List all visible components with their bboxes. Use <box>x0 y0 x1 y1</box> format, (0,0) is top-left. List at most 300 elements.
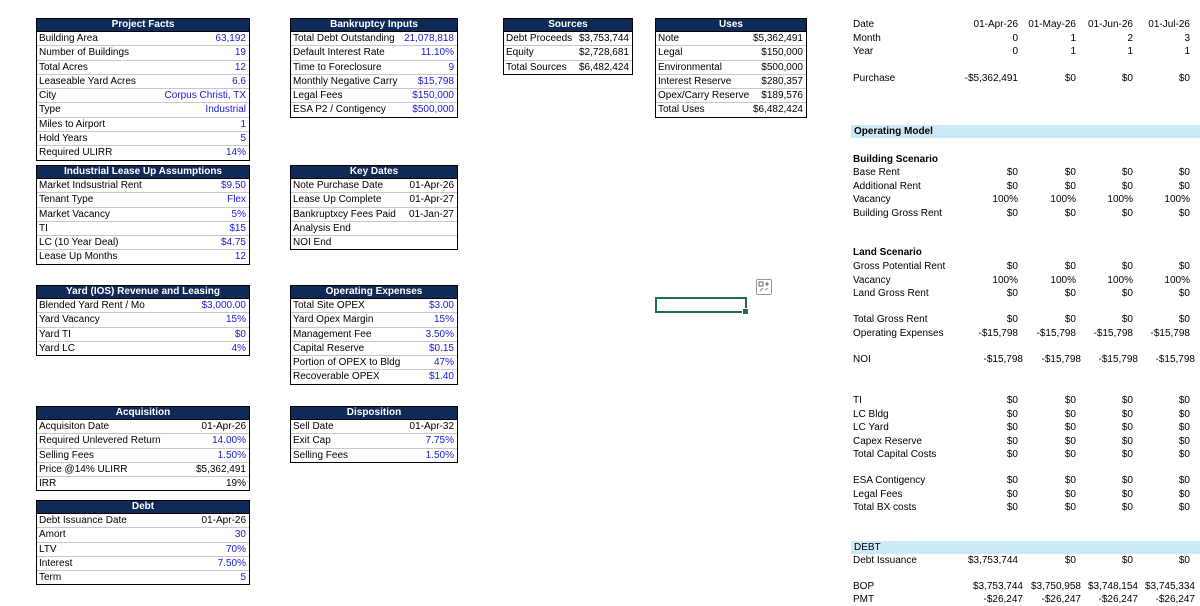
model-value-cell[interactable]: $0 <box>1178 502 1190 513</box>
model-value-cell[interactable]: $0 <box>1178 261 1190 272</box>
model-value-cell[interactable]: 01-Jun-26 <box>1087 19 1133 30</box>
model-row-label[interactable]: Gross Potential Rent <box>853 261 946 272</box>
row-value: $0 <box>234 328 246 340</box>
table-row[interactable] <box>37 61 249 75</box>
model-value-cell[interactable]: $0 <box>1064 408 1076 420</box>
model-value-cell[interactable]: $0 <box>1064 395 1076 406</box>
model-row-label[interactable]: LC Yard <box>853 422 889 433</box>
row-value: $500,000 <box>761 61 803 73</box>
model-value-cell[interactable]: $0 <box>1064 288 1076 299</box>
model-row-label[interactable]: Capex Reserve <box>853 435 922 447</box>
row-value: 11.10% <box>420 47 454 59</box>
model-value-cell[interactable]: $0 <box>1064 207 1076 219</box>
operating-model-header: Operating Model <box>851 125 1200 138</box>
row-value: 5 <box>240 572 246 584</box>
row-label: Amort <box>39 529 66 541</box>
model-value-cell[interactable]: -$15,798 <box>1155 354 1195 365</box>
selected-cell[interactable] <box>655 297 747 313</box>
model-value-cell[interactable]: $0 <box>1121 422 1133 433</box>
model-value-cell[interactable]: 100% <box>1164 274 1190 286</box>
table-row[interactable] <box>656 32 806 46</box>
model-value-cell[interactable]: $0 <box>1006 435 1018 447</box>
model-value-cell[interactable]: $0 <box>1064 167 1076 178</box>
model-value-cell[interactable]: -$15,798 <box>1036 327 1076 339</box>
row-value: 01-Apr-26 <box>201 421 246 432</box>
model-value-cell[interactable]: $0 <box>1121 555 1133 566</box>
table-row[interactable] <box>291 193 457 207</box>
table-row[interactable] <box>291 103 457 116</box>
industrial-lease-title: Industrial Lease Up Assumptions <box>37 166 249 179</box>
model-value-cell[interactable]: $0 <box>1006 488 1018 500</box>
model-value-cell[interactable]: $0 <box>1178 288 1190 299</box>
table-row[interactable] <box>291 61 457 75</box>
fill-handle[interactable] <box>742 308 749 315</box>
model-value-cell[interactable]: $0 <box>1178 395 1190 406</box>
table-row[interactable] <box>291 356 457 370</box>
table-row[interactable] <box>291 46 457 60</box>
model-row-label[interactable]: Additional Rent <box>853 180 921 192</box>
row-label: Monthly Negative Carry <box>293 75 398 87</box>
model-value-cell[interactable]: $0 <box>1121 261 1133 272</box>
model-value-cell[interactable]: $0 <box>1178 167 1190 178</box>
row-label: Bankruptxcy Fees Paid <box>293 208 396 220</box>
table-row[interactable] <box>656 61 806 75</box>
model-row-label[interactable]: Vacancy <box>853 194 891 205</box>
model-value-cell[interactable]: 1 <box>1184 46 1190 57</box>
row-value: 5 <box>240 133 246 145</box>
row-label: Acquisiton Date <box>39 421 110 432</box>
model-value-cell[interactable]: $0 <box>1121 449 1133 460</box>
row-label: Selling Fees <box>293 449 349 461</box>
purchase-label[interactable]: Purchase <box>853 73 896 84</box>
model-value-cell[interactable]: -$26,247 <box>1041 594 1081 605</box>
model-value-cell[interactable]: $0 <box>1121 180 1133 192</box>
model-value-cell[interactable]: -$15,798 <box>1093 327 1133 339</box>
yard-revenue-table <box>36 285 250 356</box>
uses-title: Uses <box>656 19 806 32</box>
row-label: Management Fee <box>293 328 372 340</box>
row-label: Capital Reserve <box>293 342 365 354</box>
operating-expenses-title: Operating Expenses <box>291 286 457 299</box>
model-value-cell[interactable]: $0 <box>1178 488 1190 500</box>
row-label: Term <box>39 572 62 584</box>
table-row[interactable] <box>291 342 457 356</box>
row-value: 1.50% <box>217 449 246 461</box>
row-value: 7.50% <box>217 557 246 569</box>
row-value: $3,000.00 <box>201 300 246 311</box>
model-value-cell[interactable]: $0 <box>1006 449 1018 460</box>
model-value-cell[interactable]: $0 <box>1064 449 1076 460</box>
model-row-label[interactable]: Vacancy <box>853 274 891 286</box>
model-value-cell[interactable]: 01-May-26 <box>1028 19 1076 30</box>
model-value-cell[interactable]: $0 <box>1178 408 1190 420</box>
model-row-label[interactable]: Legal Fees <box>853 488 903 500</box>
model-value-cell[interactable]: 100% <box>1050 194 1076 205</box>
row-label: Interest Reserve <box>658 75 732 87</box>
key-dates-title: Key Dates <box>291 166 457 179</box>
row-label: Exit Cap <box>293 435 331 447</box>
model-value-cell[interactable]: $3,748,154 <box>1087 581 1138 592</box>
model-value-cell[interactable]: $0 <box>1064 261 1076 272</box>
model-value-cell[interactable]: 01-Jul-26 <box>1148 19 1190 30</box>
model-value-cell[interactable]: 100% <box>1050 274 1076 286</box>
row-value: 15% <box>433 314 454 326</box>
table-row[interactable] <box>37 313 249 327</box>
model-value-cell[interactable]: $0 <box>1121 395 1133 406</box>
row-label: TI <box>39 222 48 234</box>
model-value-cell[interactable]: -$15,798 <box>1098 354 1138 365</box>
model-value-cell[interactable]: -$15,798 <box>983 354 1023 365</box>
model-value-cell[interactable]: $0 <box>1006 261 1018 272</box>
uses-table <box>655 18 807 118</box>
model-value-cell[interactable]: $3,745,334 <box>1144 581 1195 592</box>
bop-label[interactable]: BOP <box>853 581 875 592</box>
model-value-cell[interactable]: $0 <box>1064 488 1076 500</box>
row-label: Time to Foreclosure <box>293 61 382 73</box>
row-value: $4.75 <box>220 237 246 249</box>
table-row[interactable] <box>291 370 457 383</box>
row-value: $3.00 <box>428 300 454 311</box>
model-value-cell[interactable]: $0 <box>1006 314 1018 325</box>
row-label: Default Interest Rate <box>293 47 385 59</box>
model-value-cell[interactable]: $0 <box>1006 502 1018 513</box>
row-label: Required Unlevered Return <box>39 435 161 447</box>
model-value-cell[interactable]: $0 <box>1064 180 1076 192</box>
quick-analysis-icon[interactable] <box>756 279 772 295</box>
model-row-label[interactable]: Land Gross Rent <box>853 288 929 299</box>
table-row[interactable] <box>656 103 806 116</box>
table-row[interactable] <box>37 32 249 46</box>
row-label: Total Uses <box>658 104 705 116</box>
model-value-cell[interactable]: $0 <box>1121 288 1133 299</box>
row-label: Interest <box>39 557 73 569</box>
model-value-cell[interactable]: $0 <box>1006 408 1018 420</box>
model-value-cell[interactable]: 100% <box>1107 274 1133 286</box>
model-value-cell[interactable]: -$15,798 <box>1150 327 1190 339</box>
row-label: Blended Yard Rent / Mo <box>39 300 145 311</box>
model-header-label[interactable]: Year <box>853 46 874 57</box>
model-value-cell[interactable]: $0 <box>1121 475 1133 486</box>
table-row[interactable] <box>291 89 457 103</box>
row-value: 5% <box>231 208 246 220</box>
row-label: Lease Up Complete <box>293 194 382 206</box>
model-value-cell[interactable]: 1 <box>1070 46 1076 57</box>
table-row[interactable] <box>37 89 249 103</box>
model-value-cell[interactable]: 100% <box>1164 194 1190 205</box>
table-row[interactable] <box>37 250 249 263</box>
model-row-label[interactable]: Total Gross Rent <box>853 314 928 325</box>
model-value-cell[interactable]: -$26,247 <box>1098 594 1138 605</box>
model-value-cell[interactable]: $0 <box>1064 475 1076 486</box>
table-row[interactable] <box>656 75 806 89</box>
row-value: 30 <box>234 529 246 541</box>
row-label: Note <box>658 33 680 44</box>
row-value: 19 <box>234 47 246 59</box>
row-value: $3,753,744 <box>578 33 629 44</box>
sources-title: Sources <box>504 19 632 32</box>
table-row[interactable] <box>291 434 457 448</box>
row-label: Yard LC <box>39 342 75 354</box>
table-row[interactable] <box>291 32 457 46</box>
row-value: 12 <box>234 61 246 73</box>
model-value-cell[interactable]: 01-Apr-26 <box>973 19 1018 30</box>
model-value-cell[interactable]: $0 <box>1006 422 1018 433</box>
row-label: Analysis End <box>293 222 351 234</box>
row-label: Environmental <box>658 61 722 73</box>
table-row[interactable] <box>37 146 249 159</box>
row-value: $15 <box>229 222 246 234</box>
model-value-cell[interactable]: -$26,247 <box>983 594 1023 605</box>
table-row[interactable] <box>37 342 249 355</box>
row-value: $500,000 <box>412 104 454 116</box>
model-row-label[interactable]: Operating Expenses <box>853 327 944 339</box>
table-row[interactable] <box>37 46 249 60</box>
model-value-cell[interactable]: $0 <box>1064 314 1076 325</box>
table-row[interactable] <box>37 557 249 571</box>
model-value-cell[interactable]: $0 <box>1121 73 1133 84</box>
table-row[interactable] <box>37 222 249 236</box>
model-row-label[interactable]: TI <box>853 395 862 406</box>
row-value: 14% <box>225 147 246 159</box>
row-value: 3.50% <box>425 328 454 340</box>
table-row[interactable] <box>37 528 249 542</box>
row-value: $6,482,424 <box>578 61 629 73</box>
model-row-label[interactable]: ESA Contigency <box>853 475 926 486</box>
model-value-cell[interactable]: $0 <box>1121 408 1133 420</box>
debt-issuance-label[interactable]: Debt Issuance <box>853 555 917 566</box>
model-value-cell[interactable]: $0 <box>1178 180 1190 192</box>
model-value-cell[interactable]: 1 <box>1070 32 1076 44</box>
row-value: 15% <box>225 314 246 326</box>
row-value: Industrial <box>205 104 246 116</box>
model-row-label[interactable]: Base Rent <box>853 167 900 178</box>
row-value: $5,362,491 <box>752 33 803 44</box>
row-label: City <box>39 90 57 102</box>
row-value: 01-Apr-27 <box>409 194 454 206</box>
model-value-cell[interactable]: $0 <box>1064 502 1076 513</box>
table-row[interactable] <box>656 89 806 103</box>
project-facts-title: Project Facts <box>37 19 249 32</box>
row-label: Legal <box>658 47 683 59</box>
table-row[interactable] <box>37 132 249 146</box>
row-value: $189,576 <box>761 90 803 102</box>
row-value: 14.00% <box>212 435 246 447</box>
model-value-cell[interactable]: 100% <box>1107 194 1133 205</box>
row-value: $6,482,424 <box>752 104 803 116</box>
table-row[interactable] <box>37 208 249 222</box>
row-label: Yard Vacancy <box>39 314 100 326</box>
key-dates-table <box>290 165 458 250</box>
model-value-cell[interactable]: 3 <box>1184 32 1190 44</box>
row-label: Total Site OPEX <box>293 300 365 311</box>
model-row-label[interactable]: Building Gross Rent <box>853 207 942 219</box>
model-value-cell[interactable]: $0 <box>1121 488 1133 500</box>
model-value-cell[interactable]: 100% <box>992 194 1018 205</box>
table-row[interactable] <box>37 179 249 193</box>
table-row[interactable] <box>656 46 806 60</box>
row-label: Equity <box>506 47 534 59</box>
model-value-cell[interactable]: $0 <box>1178 449 1190 460</box>
row-value: 1.50% <box>425 449 454 461</box>
table-row[interactable] <box>291 236 457 249</box>
debt-section-header: DEBT <box>851 541 1200 554</box>
row-value: $150,000 <box>412 90 454 102</box>
model-value-cell[interactable]: $0 <box>1178 435 1190 447</box>
model-value-cell[interactable]: -$15,798 <box>1041 354 1081 365</box>
debt-title: Debt <box>37 501 249 514</box>
row-label: Opex/Carry Reserve <box>658 90 750 102</box>
table-row[interactable] <box>37 420 249 434</box>
row-label: Hold Years <box>39 133 88 145</box>
row-label: Total Debt Outstanding <box>293 33 395 44</box>
table-row[interactable] <box>37 449 249 463</box>
row-value: 47% <box>433 357 454 369</box>
row-label: Debt Issuance Date <box>39 515 127 526</box>
row-label: Leaseable Yard Acres <box>39 75 136 87</box>
model-value-cell[interactable]: 2 <box>1127 32 1133 44</box>
table-row[interactable] <box>291 420 457 434</box>
model-value-cell[interactable]: $0 <box>1121 167 1133 178</box>
model-value-cell[interactable]: $3,753,744 <box>967 555 1018 566</box>
table-row[interactable] <box>37 543 249 557</box>
table-row[interactable] <box>291 75 457 89</box>
table-row[interactable] <box>37 103 249 117</box>
model-value-cell[interactable]: $0 <box>1064 73 1076 84</box>
table-row[interactable] <box>37 118 249 132</box>
row-value: 63,192 <box>215 33 246 44</box>
row-value <box>454 222 457 235</box>
table-row[interactable] <box>291 328 457 342</box>
row-label: Market Indsustrial Rent <box>39 180 142 191</box>
row-label: LC (10 Year Deal) <box>39 237 119 249</box>
model-value-cell[interactable]: $0 <box>1178 475 1190 486</box>
model-value-cell[interactable]: 100% <box>992 274 1018 286</box>
model-value-cell[interactable]: $0 <box>1178 555 1190 566</box>
model-header-label[interactable]: Month <box>853 32 881 44</box>
model-value-cell[interactable]: $0 <box>1178 422 1190 433</box>
row-value: 01-Apr-32 <box>409 421 454 432</box>
model-value-cell[interactable]: $0 <box>1064 555 1076 566</box>
row-label: Number of Buildings <box>39 47 130 59</box>
table-row[interactable] <box>291 208 457 222</box>
model-value-cell[interactable]: $0 <box>1121 314 1133 325</box>
yard-revenue-title: Yard (IOS) Revenue and Leasing <box>37 286 249 299</box>
table-row[interactable] <box>37 463 249 477</box>
table-row[interactable] <box>37 299 249 313</box>
row-value: Flex <box>227 194 246 206</box>
land-scenario-title[interactable]: Land Scenario <box>853 247 922 258</box>
row-label: LTV <box>39 543 57 555</box>
building-scenario-title[interactable]: Building Scenario <box>853 154 939 165</box>
model-value-cell[interactable]: $0 <box>1178 207 1190 219</box>
table-row[interactable] <box>37 328 249 342</box>
row-value: 6.6 <box>232 75 246 87</box>
table-row[interactable] <box>291 299 457 313</box>
table-row[interactable] <box>37 236 249 250</box>
row-value <box>454 236 457 249</box>
table-row[interactable] <box>291 222 457 236</box>
table-row[interactable] <box>37 75 249 89</box>
table-row[interactable] <box>37 193 249 207</box>
table-row[interactable] <box>504 61 632 74</box>
model-value-cell[interactable]: $0 <box>1121 207 1133 219</box>
row-label: Yard Opex Margin <box>293 314 374 326</box>
bankruptcy-inputs-title: Bankruptcy Inputs <box>291 19 457 32</box>
row-value: 70% <box>225 543 246 555</box>
model-value-cell[interactable]: -$15,798 <box>978 327 1018 339</box>
table-row[interactable] <box>37 571 249 584</box>
model-row-label[interactable]: Total Capital Costs <box>853 449 937 460</box>
model-value-cell[interactable]: $0 <box>1006 180 1018 192</box>
row-value: Corpus Christi, TX <box>164 90 246 102</box>
model-row-label[interactable]: LC Bldg <box>853 408 889 420</box>
model-value-cell[interactable]: $3,750,958 <box>1030 581 1081 592</box>
model-value-cell[interactable]: $0 <box>1064 422 1076 433</box>
row-value: $150,000 <box>761 47 803 59</box>
row-value: 7.75% <box>425 435 454 447</box>
model-value-cell[interactable]: 1 <box>1127 46 1133 57</box>
table-row[interactable] <box>291 179 457 193</box>
row-value: 01-Apr-26 <box>201 515 246 526</box>
model-value-cell[interactable]: $0 <box>1006 167 1018 178</box>
model-value-cell[interactable]: $0 <box>1006 475 1018 486</box>
noi-label[interactable]: NOI <box>853 354 871 365</box>
row-value: $280,357 <box>761 75 803 87</box>
table-row[interactable] <box>37 434 249 448</box>
table-row[interactable] <box>291 313 457 327</box>
table-row[interactable] <box>504 46 632 60</box>
model-value-cell[interactable]: $0 <box>1178 73 1190 84</box>
table-row[interactable] <box>504 32 632 46</box>
model-value-cell[interactable]: 0 <box>1012 46 1018 57</box>
row-label: Debt Proceeds <box>506 33 573 44</box>
acquisition-title: Acquisition <box>37 407 249 420</box>
model-value-cell[interactable]: $0 <box>1006 395 1018 406</box>
row-label: Tenant Type <box>39 194 94 206</box>
model-row-label[interactable]: Total BX costs <box>853 502 917 513</box>
model-value-cell[interactable]: $0 <box>1121 502 1133 513</box>
model-value-cell[interactable]: -$5,362,491 <box>964 73 1018 84</box>
row-label: Yard TI <box>39 328 71 340</box>
model-value-cell[interactable]: 0 <box>1012 32 1018 44</box>
model-header-label[interactable]: Date <box>853 19 875 30</box>
acquisition-table <box>36 406 250 491</box>
operating-expenses-table <box>290 285 458 385</box>
pmt-label[interactable]: PMT <box>853 594 875 605</box>
model-value-cell[interactable]: $0 <box>1121 435 1133 447</box>
table-row[interactable] <box>37 514 249 528</box>
model-value-cell[interactable]: $0 <box>1006 288 1018 299</box>
row-label: Recoverable OPEX <box>293 371 380 383</box>
model-value-cell[interactable]: $0 <box>1178 314 1190 325</box>
row-label: Building Area <box>39 33 98 44</box>
model-value-cell[interactable]: $3,753,744 <box>972 581 1023 592</box>
model-value-cell[interactable]: -$26,247 <box>1155 594 1195 605</box>
row-label: Required ULIRR <box>39 147 113 159</box>
table-row[interactable] <box>37 477 249 490</box>
table-row[interactable] <box>291 449 457 462</box>
project-facts-table <box>36 18 250 161</box>
row-value: $1.40 <box>428 371 454 383</box>
row-value: $2,728,681 <box>578 47 629 59</box>
row-label: Miles to Airport <box>39 118 106 130</box>
row-label: Note Purchase Date <box>293 180 384 191</box>
model-value-cell[interactable]: $0 <box>1064 435 1076 447</box>
model-value-cell[interactable]: $0 <box>1006 207 1018 219</box>
row-label: Price @14% ULIRR <box>39 463 128 475</box>
row-label: ESA P2 / Contigency <box>293 104 386 116</box>
row-label: NOI End <box>293 237 332 249</box>
